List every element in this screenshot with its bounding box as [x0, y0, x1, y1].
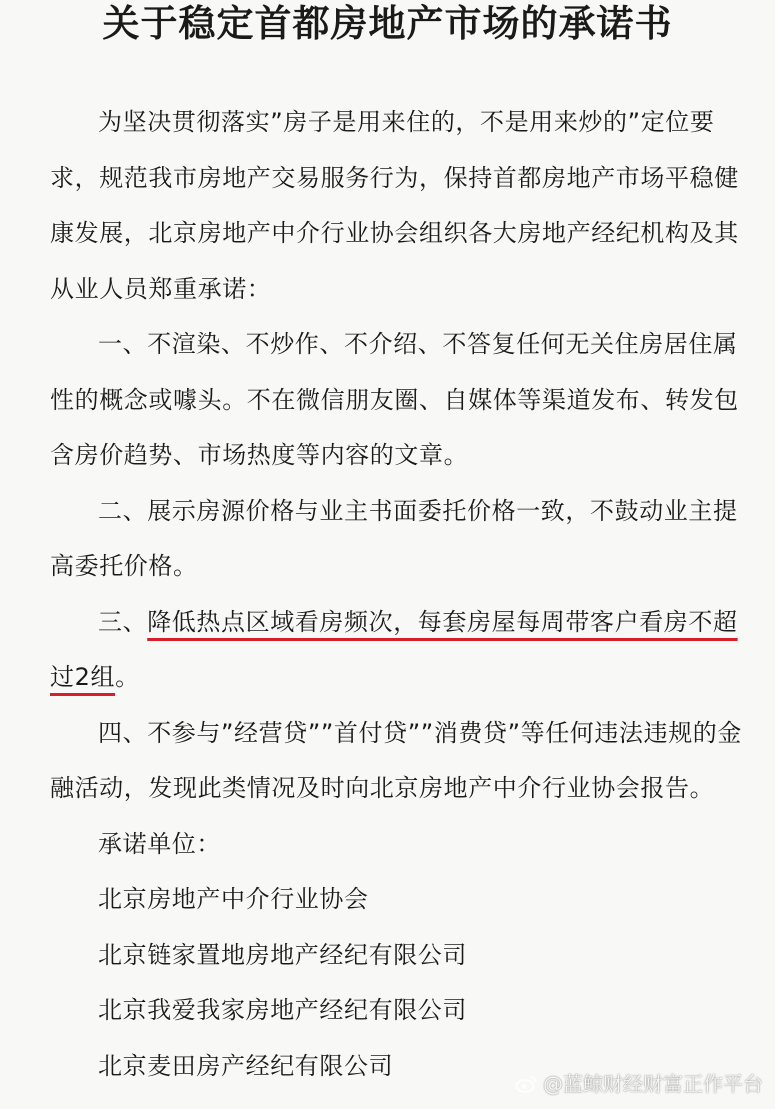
commitment-item-4: 四、不参与”经营贷””首付贷””消费贷”等任何违法违规的金融活动，发现此类情况及时向北京房地产中介行业协会报告。: [50, 718, 742, 802]
item-3-suffix: 。: [115, 663, 140, 691]
watermark-text: @蓝鲸财经财富正作平台: [543, 1072, 763, 1096]
document-body: [50, 95, 750, 1094]
weibo-icon: [515, 1074, 537, 1094]
signatory-company: 北京我爱我家房地产经纪有限公司: [98, 996, 467, 1024]
signatories-label: 承诺单位：: [98, 829, 221, 858]
signatory-company: 北京链家置地房地产经纪有限公司: [98, 940, 467, 969]
intro-paragraph: 为坚决贯彻落实”房子是用来住的，不是用来炒的”定位要求，规范我市房地产交易服务行为，保持首都房地产市场平稳健康发展，北京房地产中介行业协会组织各大房地产经纪机构及其从业人员郑重承诺：: [50, 108, 739, 303]
commitment-item-1: 一、不渲染、不炒作、不介绍、不答复任何无关住房居住属性的概念或噱头。不在微信朋友圈、自媒体等渠道发布、转发包含房价趋势、市场热度等内容的文章。: [50, 330, 739, 469]
document-title: 关于稳定首都房地产市场的承诺书: [102, 2, 673, 45]
item-3-prefix: 三、: [98, 607, 148, 636]
item-3-highlighted-text: 降低热点区域看房频次，每套房屋每周带客户看房不超过2组: [50, 607, 738, 691]
commitment-item-3: [50, 595, 750, 706]
commitment-item-2: 二、展示房源价格与业主书面委托价格一致，不鼓动业主提高委托价格。: [50, 496, 738, 580]
signatory-company: 北京房地产中介行业协会: [98, 885, 369, 913]
weibo-watermark: [515, 1073, 763, 1095]
signatory-company: 北京麦田房产经纪有限公司: [98, 1051, 394, 1080]
